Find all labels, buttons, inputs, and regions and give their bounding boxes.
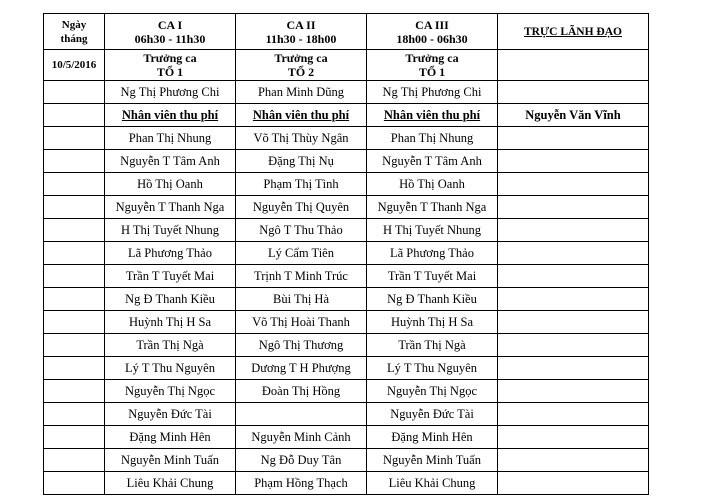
staff-name: Nguyễn T Thanh Nga xyxy=(377,200,487,214)
date-cell-empty xyxy=(44,449,105,472)
date-cell-empty xyxy=(44,173,105,196)
staff-name: H Thị Tuyết Nhung xyxy=(120,223,220,237)
section-label: Nhân viên thu phí xyxy=(383,108,481,122)
staff-cell xyxy=(367,449,498,472)
leader-cell xyxy=(498,81,649,104)
date-cell-empty xyxy=(44,403,105,426)
shift-1-team: TỔ 1 xyxy=(156,65,184,79)
staff-cell xyxy=(367,196,498,219)
shift-2-time: 11h30 - 18h00 xyxy=(265,31,337,46)
shift-leader-row xyxy=(44,50,649,81)
date-cell-empty xyxy=(44,472,105,495)
leader-cell xyxy=(498,357,649,380)
leader-cell xyxy=(498,219,649,242)
table-row xyxy=(44,334,649,357)
staff-name: Đặng Minh Hên xyxy=(391,430,473,444)
staff-cell xyxy=(367,380,498,403)
staff-name: Nguyễn Minh Cảnh xyxy=(251,430,351,444)
staff-cell xyxy=(105,334,236,357)
staff-cell xyxy=(236,288,367,311)
staff-cell xyxy=(236,426,367,449)
staff-name: Nguyễn Thị Ngọc xyxy=(124,384,216,398)
schedule-date: 10/5/2016 xyxy=(51,59,97,71)
staff-name: Ngô T Thu Thảo xyxy=(259,223,343,237)
staff-cell xyxy=(367,81,498,104)
staff-cell xyxy=(367,173,498,196)
table-row xyxy=(44,219,649,242)
staff-name: Trần Thị Ngà xyxy=(398,338,466,352)
staff-name: Liêu Khải Chung xyxy=(388,476,476,490)
leader-cell xyxy=(498,472,649,495)
table-row xyxy=(44,288,649,311)
staff-name: Huỳnh Thị H Sa xyxy=(390,315,474,329)
leader-cell xyxy=(498,150,649,173)
staff-cell xyxy=(367,426,498,449)
section-label: Nhân viên thu phí xyxy=(252,108,350,122)
staff-cell xyxy=(367,127,498,150)
staff-name: Đặng Thị Nụ xyxy=(268,154,334,168)
staff-name: Phan Thị Nhung xyxy=(390,131,474,145)
staff-cell xyxy=(367,150,498,173)
date-header-line-2: tháng xyxy=(60,32,88,45)
staff-cell xyxy=(236,403,367,426)
date-cell-empty xyxy=(44,334,105,357)
date-cell-empty xyxy=(44,311,105,334)
staff-cell xyxy=(105,265,236,288)
staff-cell xyxy=(105,219,236,242)
shift-schedule-table xyxy=(43,13,649,495)
date-cell-empty xyxy=(44,357,105,380)
staff-cell xyxy=(105,81,236,104)
staff-name: Hồ Thị Oanh xyxy=(137,177,203,191)
date-cell-empty xyxy=(44,104,105,127)
leader-cell xyxy=(498,196,649,219)
shift-2-team: TỔ 2 xyxy=(287,65,315,79)
staff-cell xyxy=(367,334,498,357)
date-cell xyxy=(44,50,105,81)
leader-cell xyxy=(498,242,649,265)
date-cell-empty xyxy=(44,242,105,265)
staff-cell xyxy=(105,403,236,426)
staff-cell xyxy=(236,472,367,495)
staff-cell xyxy=(105,472,236,495)
leader-title: TRỰC LÃNH ĐẠO xyxy=(524,26,622,38)
staff-cell xyxy=(105,242,236,265)
staff-cell xyxy=(367,311,498,334)
staff-name: Liêu Khải Chung xyxy=(126,476,214,490)
staff-name: Ng Thị Phương Chi xyxy=(120,85,220,99)
staff-cell xyxy=(105,357,236,380)
date-header-line-1: Ngày xyxy=(61,18,87,31)
staff-name: Võ Thị Hoài Thanh xyxy=(252,315,350,329)
leader-column-header xyxy=(498,14,649,50)
staff-cell xyxy=(105,127,236,150)
staff-name: Trịnh T Minh Trúc xyxy=(254,269,348,283)
table-row xyxy=(44,104,649,127)
shift-1-header xyxy=(105,14,236,50)
staff-name: Đoàn Thị Hồng xyxy=(261,384,341,398)
staff-cell xyxy=(236,311,367,334)
staff-name: Lã Phương Thảo xyxy=(390,246,474,260)
shift-1-time: 06h30 - 11h30 xyxy=(134,31,206,46)
shift-1-leader-cell xyxy=(105,50,236,81)
staff-cell xyxy=(236,104,367,127)
staff-cell xyxy=(367,403,498,426)
table-row xyxy=(44,449,649,472)
table-row xyxy=(44,81,649,104)
shift-1-name: CA I xyxy=(157,17,183,32)
schedule-body xyxy=(44,14,649,495)
staff-cell xyxy=(105,288,236,311)
leader-cell xyxy=(498,334,649,357)
shift-2-name: CA II xyxy=(286,17,316,32)
staff-name: Ng Đ Thanh Kiều xyxy=(125,292,215,306)
staff-name: Nguyễn Thị Quyên xyxy=(252,200,350,214)
leader-cell xyxy=(498,127,649,150)
table-row xyxy=(44,380,649,403)
staff-cell xyxy=(236,127,367,150)
staff-name: Phạm Thị Tình xyxy=(263,177,339,191)
date-column-header xyxy=(44,14,105,50)
date-cell-empty xyxy=(44,81,105,104)
staff-cell xyxy=(367,219,498,242)
staff-name: H Thị Tuyết Nhung xyxy=(382,223,482,237)
staff-name: Nguyễn T Thanh Nga xyxy=(115,200,225,214)
staff-name: Nguyễn Đức Tài xyxy=(390,407,474,421)
staff-name: Phan Thị Nhung xyxy=(128,131,212,145)
table-row xyxy=(44,403,649,426)
shift-3-team: TỔ 1 xyxy=(418,65,446,79)
staff-cell xyxy=(105,426,236,449)
staff-cell xyxy=(105,449,236,472)
staff-cell xyxy=(367,288,498,311)
staff-name: Hồ Thị Oanh xyxy=(399,177,465,191)
leader-cell xyxy=(498,173,649,196)
date-cell-empty xyxy=(44,127,105,150)
staff-name: Trần Thị Ngà xyxy=(136,338,204,352)
shift-3-leader-cell xyxy=(367,50,498,81)
table-row xyxy=(44,242,649,265)
staff-name: Phạm Hồng Thạch xyxy=(254,476,348,490)
date-cell-empty xyxy=(44,219,105,242)
leader-cell xyxy=(498,311,649,334)
staff-cell xyxy=(236,334,367,357)
header-row xyxy=(44,14,649,50)
staff-name: Dương T H Phượng xyxy=(251,361,351,375)
table-row xyxy=(44,265,649,288)
staff-cell xyxy=(367,357,498,380)
staff-cell xyxy=(367,242,498,265)
date-cell-empty xyxy=(44,380,105,403)
staff-name: Nguyễn Thị Ngọc xyxy=(386,384,478,398)
shift-2-leader-cell xyxy=(236,50,367,81)
staff-cell xyxy=(367,265,498,288)
leader-cell xyxy=(498,426,649,449)
staff-cell xyxy=(105,150,236,173)
staff-cell xyxy=(105,104,236,127)
table-row xyxy=(44,426,649,449)
staff-cell xyxy=(236,449,367,472)
table-row xyxy=(44,127,649,150)
staff-cell xyxy=(236,357,367,380)
staff-name: Trần T Tuyết Mai xyxy=(387,269,477,283)
leader-cell xyxy=(498,288,649,311)
leader-cell xyxy=(498,380,649,403)
staff-cell xyxy=(367,104,498,127)
staff-name: Ng Đỗ Duy Tân xyxy=(260,453,342,467)
staff-name: Lã Phương Thảo xyxy=(128,246,212,260)
staff-cell xyxy=(367,472,498,495)
staff-cell xyxy=(236,173,367,196)
staff-cell xyxy=(236,150,367,173)
staff-name: Nguyễn Đức Tài xyxy=(128,407,212,421)
staff-cell xyxy=(236,265,367,288)
staff-name: Lý T Thu Nguyên xyxy=(387,361,477,375)
table-row xyxy=(44,472,649,495)
leader-empty-cell xyxy=(498,50,649,81)
staff-name: Phan Minh Dũng xyxy=(257,85,345,99)
leader-cell xyxy=(498,265,649,288)
staff-name: Bùi Thị Hà xyxy=(272,292,330,306)
leader-cell xyxy=(498,403,649,426)
date-cell-empty xyxy=(44,426,105,449)
table-row xyxy=(44,311,649,334)
shift-3-leader-label: Trưởng ca xyxy=(405,51,459,65)
shift-3-time: 18h00 - 06h30 xyxy=(396,31,468,46)
staff-name: Nguyễn T Tâm Anh xyxy=(382,154,482,168)
table-row xyxy=(44,357,649,380)
section-label: Nhân viên thu phí xyxy=(121,108,219,122)
table-row xyxy=(44,196,649,219)
staff-name: Ng Thị Phương Chi xyxy=(382,85,482,99)
table-row xyxy=(44,150,649,173)
staff-name: Ng Đ Thanh Kiều xyxy=(387,292,477,306)
date-cell-empty xyxy=(44,196,105,219)
staff-name: Nguyễn Minh Tuấn xyxy=(121,453,219,467)
staff-name: Võ Thị Thùy Ngân xyxy=(253,131,349,145)
leader-cell xyxy=(498,104,649,127)
staff-name: Đặng Minh Hên xyxy=(129,430,211,444)
shift-1-leader-label: Trưởng ca xyxy=(143,51,197,65)
date-cell-empty xyxy=(44,150,105,173)
leader-cell xyxy=(498,449,649,472)
staff-cell xyxy=(105,311,236,334)
staff-name: Huỳnh Thị H Sa xyxy=(128,315,212,329)
staff-name: Lý T Thu Nguyên xyxy=(125,361,215,375)
staff-cell xyxy=(236,219,367,242)
staff-cell xyxy=(105,380,236,403)
shift-2-leader-label: Trưởng ca xyxy=(274,51,328,65)
staff-name: Lý Cẩm Tiên xyxy=(268,246,334,260)
staff-cell xyxy=(105,173,236,196)
staff-name: Ngô Thị Thương xyxy=(258,338,344,352)
staff-cell xyxy=(236,81,367,104)
shift-3-header xyxy=(367,14,498,50)
staff-name: Nguyễn Minh Tuấn xyxy=(383,453,481,467)
staff-cell xyxy=(236,380,367,403)
date-cell-empty xyxy=(44,265,105,288)
staff-cell xyxy=(236,242,367,265)
shift-3-name: CA III xyxy=(415,17,449,32)
staff-name: Trần T Tuyết Mai xyxy=(125,269,215,283)
shift-2-header xyxy=(236,14,367,50)
table-row xyxy=(44,173,649,196)
staff-cell xyxy=(105,196,236,219)
staff-name: Nguyễn T Tâm Anh xyxy=(120,154,220,168)
leader-name: Nguyễn Văn Vĩnh xyxy=(525,108,621,122)
date-cell-empty xyxy=(44,288,105,311)
staff-cell xyxy=(236,196,367,219)
